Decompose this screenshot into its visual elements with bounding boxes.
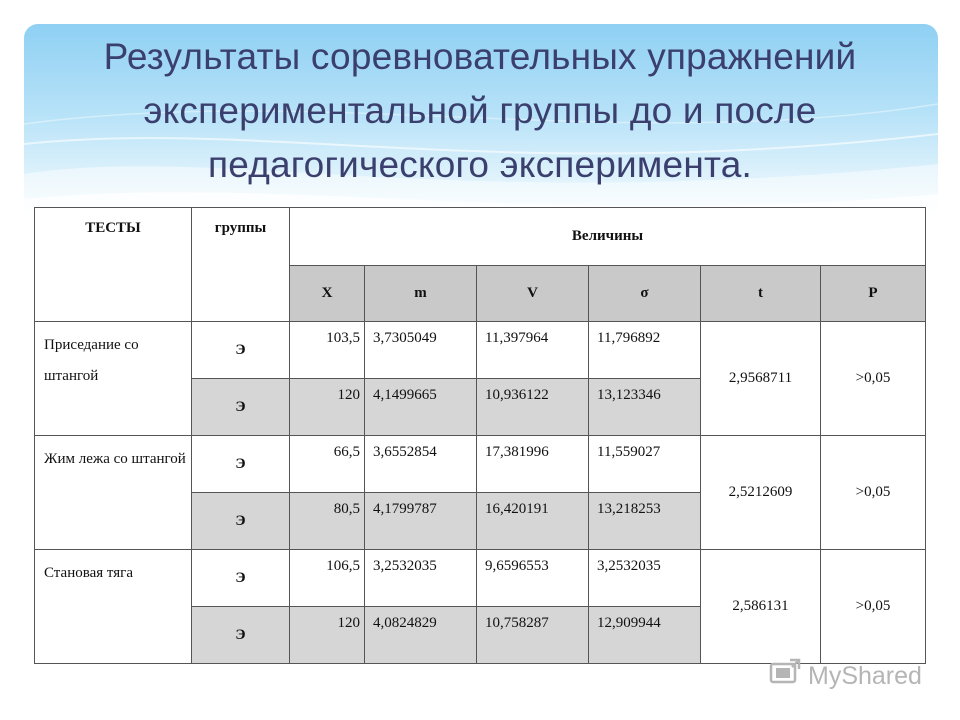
column-header-sigma: σ [589, 266, 701, 322]
test-name: Становая тяга [35, 550, 192, 664]
test-name: Приседание со штангой [35, 322, 192, 436]
cell-p: >0,05 [821, 322, 926, 436]
myshared-logo-icon [768, 657, 802, 696]
cell-m: 3,6552854 [365, 436, 477, 493]
cell-m: 3,7305049 [365, 322, 477, 379]
group-label: Э [192, 493, 290, 550]
cell-p: >0,05 [821, 436, 926, 550]
header-values: Величины [290, 208, 926, 266]
table-row [35, 322, 926, 379]
cell-x: 120 [290, 379, 365, 436]
table-row [35, 436, 926, 493]
group-label: Э [192, 322, 290, 379]
cell-v: 10,758287 [477, 607, 589, 664]
cell-x: 80,5 [290, 493, 365, 550]
cell-sigma: 11,796892 [589, 322, 701, 379]
cell-m: 4,0824829 [365, 607, 477, 664]
table-row [35, 550, 926, 607]
slide-title: Результаты соревновательных упражнений экспериментальной группы до и после педагогического эксперимента. [103, 36, 857, 185]
cell-x: 106,5 [290, 550, 365, 607]
cell-p: >0,05 [821, 550, 926, 664]
cell-v: 11,397964 [477, 322, 589, 379]
cell-sigma: 13,218253 [589, 493, 701, 550]
cell-sigma: 13,123346 [589, 379, 701, 436]
results-table [34, 207, 926, 664]
header-tests: ТЕСТЫ [35, 208, 192, 322]
column-header-x: X [290, 266, 365, 322]
column-header-v: V [477, 266, 589, 322]
cell-x: 66,5 [290, 436, 365, 493]
cell-v: 9,6596553 [477, 550, 589, 607]
column-header-p: P [821, 266, 926, 322]
test-name: Жим лежа со штангой [35, 436, 192, 550]
cell-m: 3,2532035 [365, 550, 477, 607]
column-header-m: m [365, 266, 477, 322]
cell-t: 2,586131 [701, 550, 821, 664]
watermark [768, 658, 922, 694]
column-header-t: t [701, 266, 821, 322]
group-label: Э [192, 436, 290, 493]
cell-x: 120 [290, 607, 365, 664]
cell-v: 10,936122 [477, 379, 589, 436]
cell-t: 2,9568711 [701, 322, 821, 436]
cell-sigma: 3,2532035 [589, 550, 701, 607]
cell-v: 16,420191 [477, 493, 589, 550]
cell-v: 17,381996 [477, 436, 589, 493]
header-groups: группы [192, 208, 290, 322]
cell-sigma: 12,909944 [589, 607, 701, 664]
cell-m: 4,1499665 [365, 379, 477, 436]
cell-t: 2,5212609 [701, 436, 821, 550]
cell-sigma: 11,559027 [589, 436, 701, 493]
group-label: Э [192, 607, 290, 664]
cell-x: 103,5 [290, 322, 365, 379]
cell-m: 4,1799787 [365, 493, 477, 550]
group-label: Э [192, 379, 290, 436]
watermark-text: MyShared [808, 661, 922, 690]
group-label: Э [192, 550, 290, 607]
